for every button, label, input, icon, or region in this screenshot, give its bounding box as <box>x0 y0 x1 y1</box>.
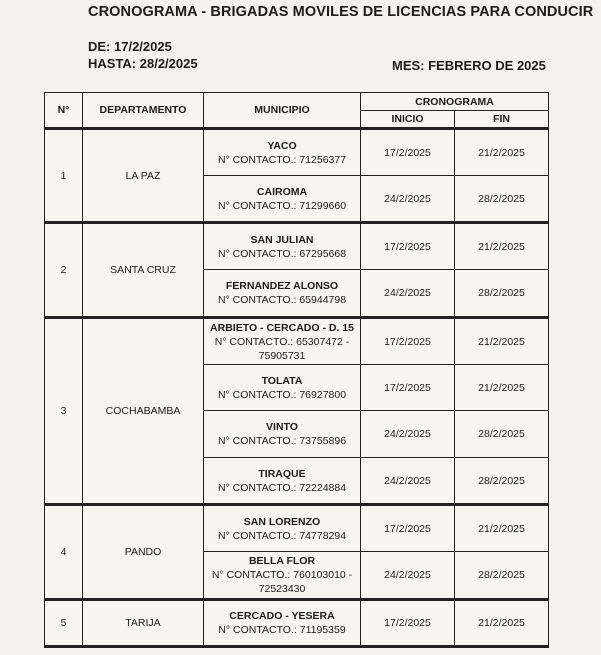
municipio-cell <box>204 552 361 600</box>
municipio-name: FERNANDEZ ALONSO <box>225 280 339 292</box>
inicio-date: 17/2/2025 <box>361 318 455 365</box>
contact-number: N° CONTACTO.: 71256377 <box>217 153 347 166</box>
contact-number: N° CONTACTO.: 76927800 <box>217 388 347 401</box>
contact-number: N° CONTACTO.: 65944798 <box>217 294 347 306</box>
contact-number: N° CONTACTO.: 67295668 <box>217 247 347 260</box>
table-row <box>45 223 549 270</box>
municipio-cell <box>204 600 361 647</box>
table-row <box>45 600 549 647</box>
municipio-cell <box>204 505 361 552</box>
col-header-departamento: DEPARTAMENTO <box>83 93 204 129</box>
municipio-name: TIRAQUE <box>258 467 306 480</box>
table-row <box>45 505 549 552</box>
schedule-table <box>44 92 549 648</box>
municipio-cell <box>204 318 361 365</box>
fin-date: 21/2/2025 <box>455 223 549 270</box>
municipio-name: YACO <box>267 139 297 152</box>
departamento-cell: PANDO <box>83 505 204 600</box>
inicio-date: 24/2/2025 <box>361 458 455 505</box>
department-group <box>45 223 549 318</box>
table-row <box>45 318 549 365</box>
municipio-name: TOLATA <box>261 374 303 387</box>
municipio-cell <box>204 458 361 505</box>
table-row <box>45 129 549 176</box>
date-range <box>88 38 198 72</box>
department-group <box>45 505 549 600</box>
fin-date: 21/2/2025 <box>455 505 549 552</box>
departamento-cell: COCHABAMBA <box>83 318 204 505</box>
contact-number: N° CONTACTO.: 73755896 <box>217 435 347 447</box>
fin-date: 28/2/2025 <box>455 270 549 318</box>
inicio-date: 24/2/2025 <box>361 176 455 223</box>
municipio-name: CAIROMA <box>256 185 308 198</box>
row-number: 1 <box>45 129 83 223</box>
departamento-cell: TARIJA <box>83 600 204 647</box>
contact-number: N° CONTACTO.: 71195359 <box>218 624 346 636</box>
document-title: CRONOGRAMA - BRIGADAS MOVILES DE LICENCIAS PARA CONDUCIR <box>88 4 594 20</box>
municipio-cell <box>204 365 361 411</box>
row-number: 4 <box>45 505 83 600</box>
end-date-label: HASTA: 28/2/2025 <box>88 56 198 71</box>
fin-date: 21/2/2025 <box>455 365 549 411</box>
inicio-date: 17/2/2025 <box>361 365 455 411</box>
municipio-cell <box>204 129 361 176</box>
department-group <box>45 600 549 647</box>
department-group <box>45 318 549 505</box>
inicio-date: 24/2/2025 <box>361 411 455 458</box>
municipio-name: SAN LORENZO <box>243 515 321 528</box>
fin-date: 28/2/2025 <box>455 176 549 223</box>
inicio-date: 17/2/2025 <box>361 129 455 176</box>
departamento-cell: LA PAZ <box>83 129 204 223</box>
fin-date: 28/2/2025 <box>455 552 549 600</box>
municipio-cell <box>204 223 361 270</box>
inicio-date: 24/2/2025 <box>361 552 455 600</box>
municipio-cell <box>204 176 361 223</box>
municipio-cell <box>204 411 361 458</box>
start-date-label: DE: 17/2/2025 <box>88 39 172 54</box>
contact-number: N° CONTACTO.: 71299660 <box>217 199 347 212</box>
col-header-cronograma: CRONOGRAMA <box>361 93 549 111</box>
inicio-date: 17/2/2025 <box>361 600 455 647</box>
municipio-cell <box>204 270 361 318</box>
month-label: MES: FEBRERO DE 2025 <box>392 58 546 73</box>
fin-date: 21/2/2025 <box>455 318 549 365</box>
col-header-fin: FIN <box>455 111 549 129</box>
municipio-name: SAN JULIAN <box>250 233 314 246</box>
departamento-cell: SANTA CRUZ <box>83 223 204 318</box>
municipio-name: VINTO <box>266 421 298 433</box>
col-header-num: N° <box>45 93 83 129</box>
col-header-inicio: INICIO <box>361 111 455 129</box>
department-group <box>45 129 549 223</box>
inicio-date: 17/2/2025 <box>361 223 455 270</box>
inicio-date: 24/2/2025 <box>361 270 455 318</box>
inicio-date: 17/2/2025 <box>361 505 455 552</box>
contact-number: N° CONTACTO.: 74778294 <box>217 529 347 542</box>
fin-date: 21/2/2025 <box>455 129 549 176</box>
municipio-name: ARBIETO - CERCADO - D. 15 <box>210 321 354 334</box>
row-number: 3 <box>45 318 83 505</box>
fin-date: 28/2/2025 <box>455 458 549 505</box>
municipio-name: BELLA FLOR <box>248 555 316 567</box>
col-header-municipio: MUNICIPIO <box>204 93 361 129</box>
contact-number: N° CONTACTO.: 72224884 <box>217 481 347 494</box>
contact-number: N° CONTACTO.: 760103010 - 72523430 <box>211 569 353 595</box>
fin-date: 28/2/2025 <box>455 411 549 458</box>
municipio-name: CERCADO - YESERA <box>229 610 335 622</box>
row-number: 2 <box>45 223 83 318</box>
fin-date: 21/2/2025 <box>455 600 549 647</box>
contact-number: N° CONTACTO.: 65307472 - 75905731 <box>214 335 350 362</box>
row-number: 5 <box>45 600 83 647</box>
